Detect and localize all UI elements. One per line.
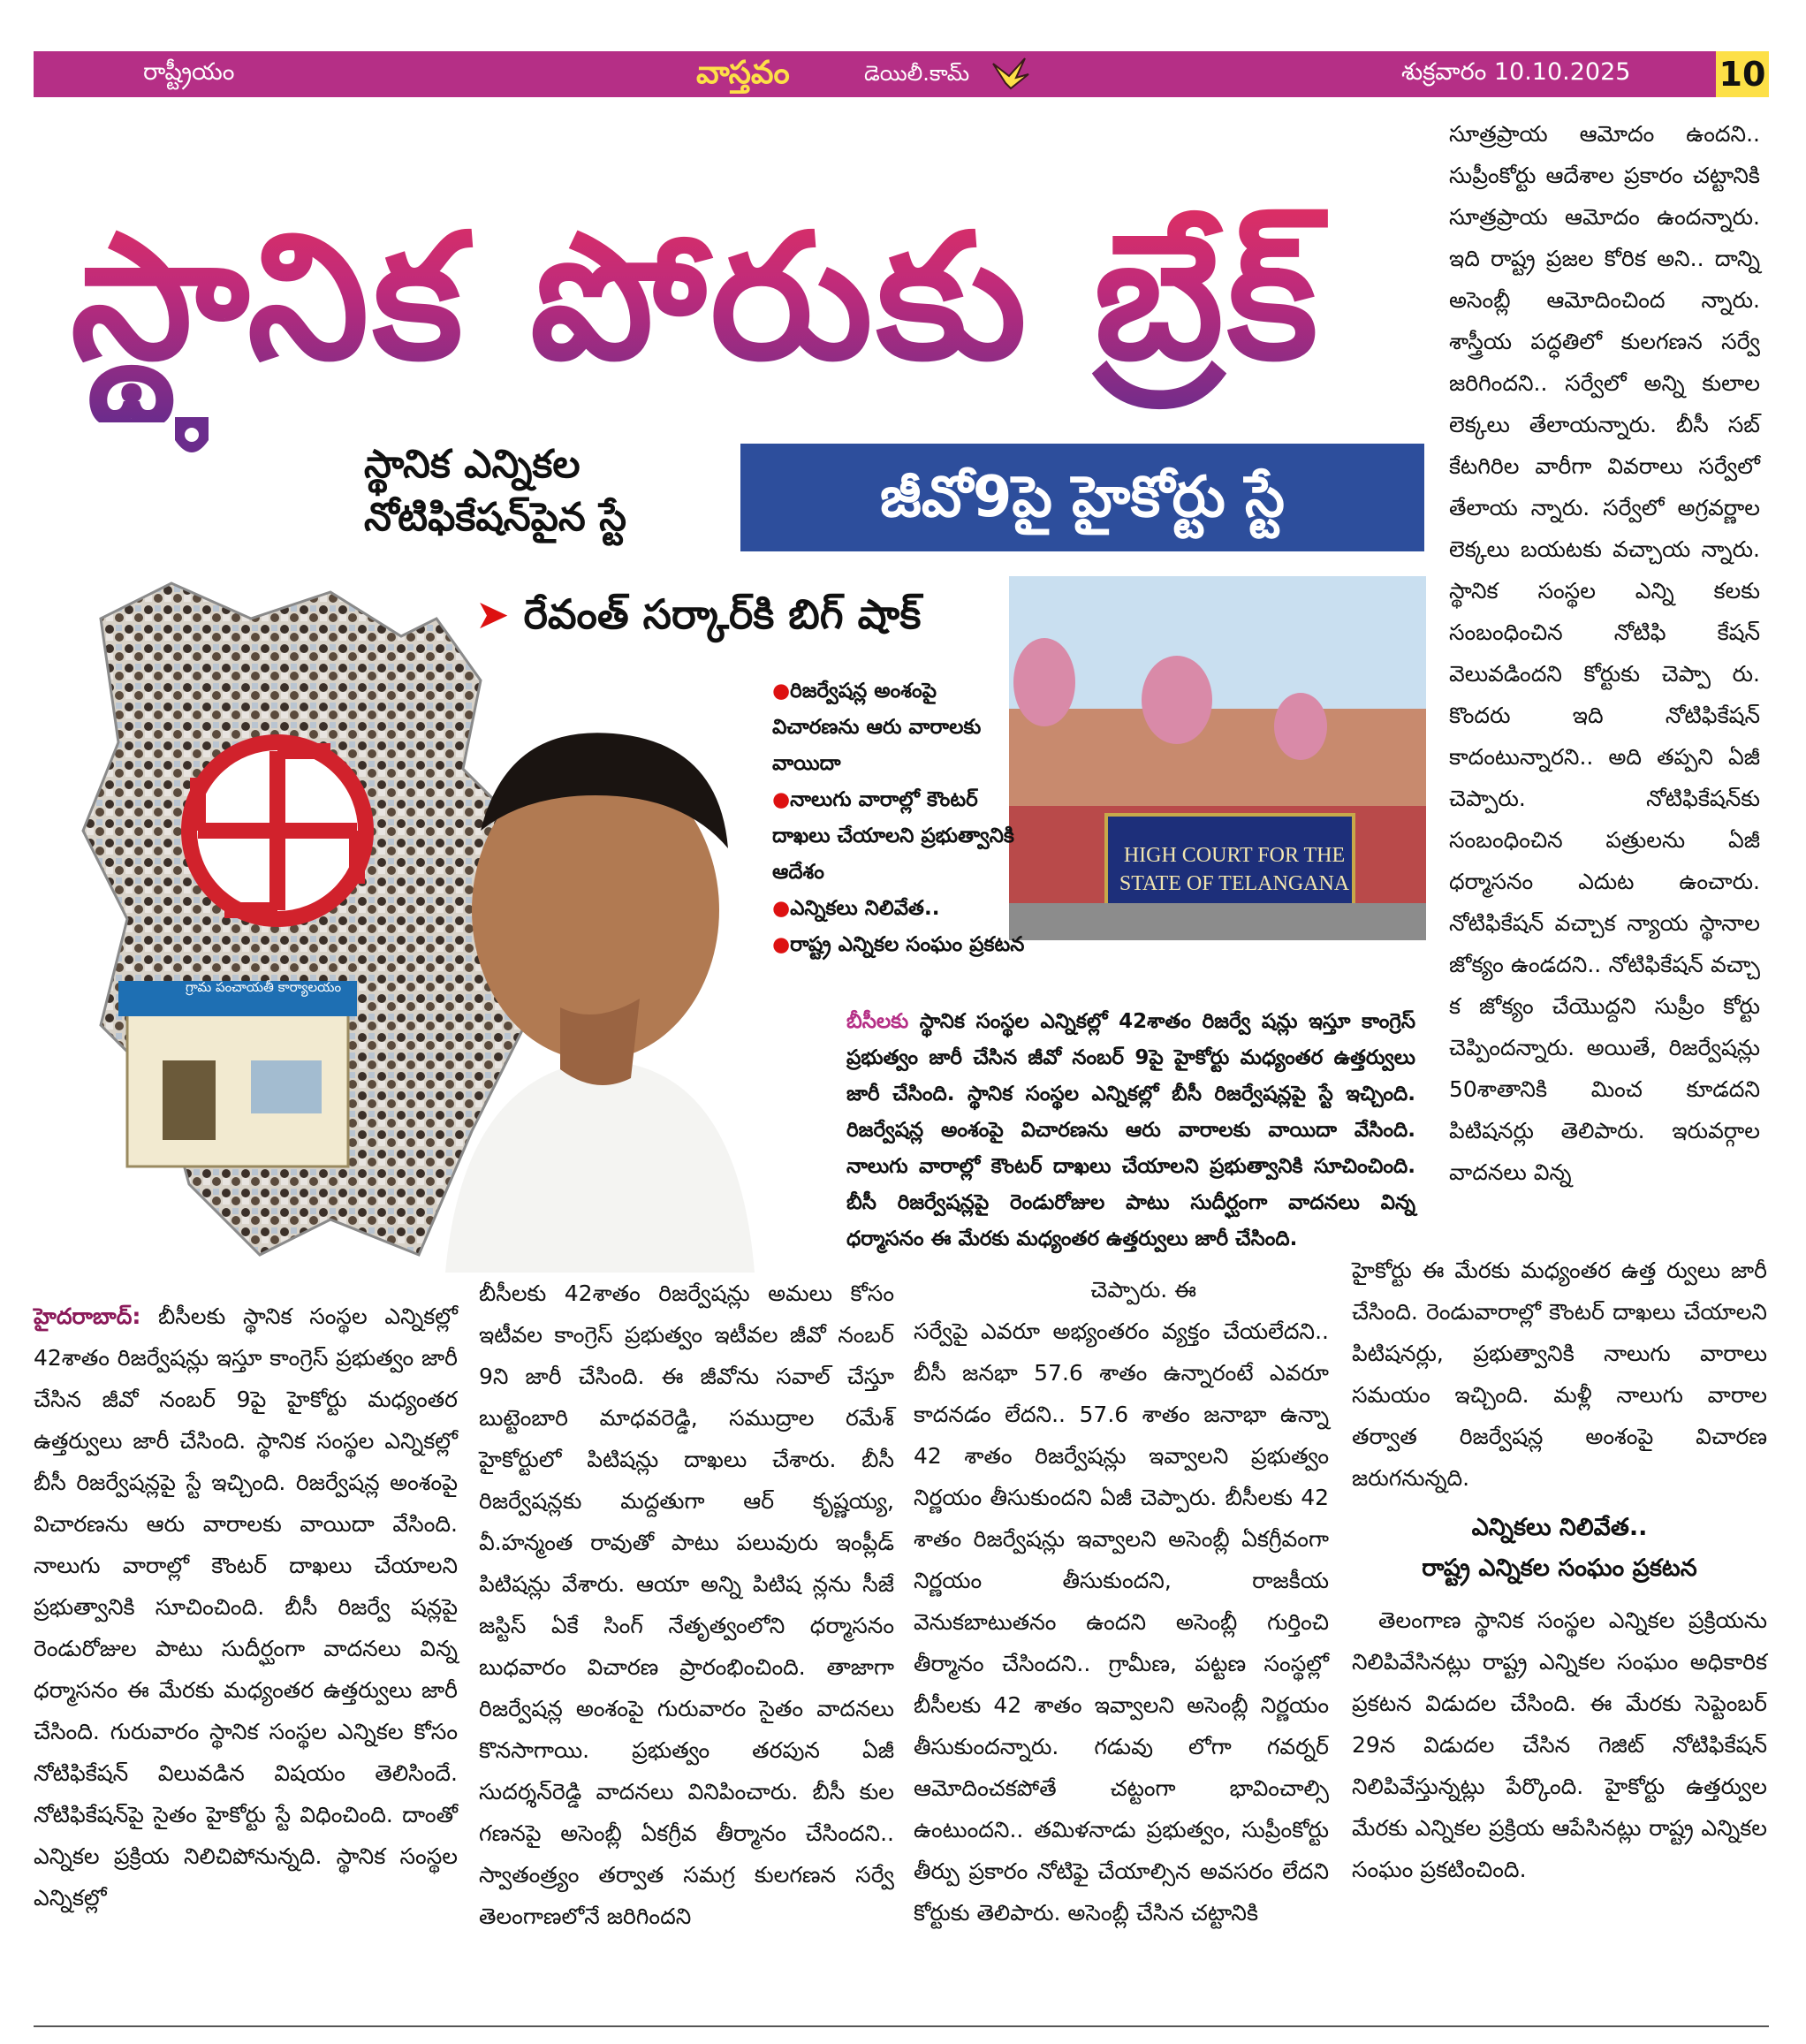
bird-logo-icon <box>990 57 1030 92</box>
tagline-text: రేవంత్ సర్కార్‌కి బిగ్ షాక్ <box>523 590 922 638</box>
court-sign-text: HIGH COURT FOR THE STATE OF TELANGANA <box>1119 844 1350 895</box>
key-points-list <box>772 673 1028 963</box>
main-headline: స్థానిక పోరుకు బ్రేక్ <box>71 173 1405 422</box>
page-number: 10 <box>1716 51 1769 97</box>
column-1: హైదరాబాద్: బీసీలకు స్థానిక సంస్థల ఎన్నికల్లో 42శాతం రిజర్వేషన్లు ఇస్తూ కాంగ్రెస్ ప్రభుత్వం జారీ చేసిన జీవో నంబర్ 9పై హైకోర్టు మధ్యంతర ఉత్తర్వులు జారీ చేసింది. స్థానిక సంస్థల ఎన్నికల్లో బీసీ రిజర్వేషన్లపై స్టే ఇచ్చింది. రిజర్వేషన్ల అంశంపై విచారణను ఆరు వారాలకు వాయిదా వేసింది. నాలుగు వారాల్లో కౌంటర్ దాఖలు చేయాలని ప్రభుత్వానికి సూచించింది. బీసీ రిజర్వే షన్లపై రెండురోజుల పాటు సుదీర్ఘంగా వాదనలు విన్న ధర్మాసనం ఈ మేరకు మధ్యంతర ఉత్తర్వులు జారీ చేసింది. గురువారం స్థానిక సంస్థల ఎన్నికల కోసం నోటిఫికేషన్ విలువడిన విషయం తెలిసిందే. నోటిఫికేషన్‌పై సైతం హైకోర్టు స్టే విధించింది. దాంతో ఎన్నికల ప్రక్రియ నిలిచిపోనున్నది. స్థానిక సంస్థల ఎన్నికల్లో <box>34 1303 458 1911</box>
site-name: డెయిలీ.కామ్ <box>864 61 970 86</box>
column-4 <box>1352 1250 1767 1890</box>
bullet-dot-icon: ● <box>772 680 791 703</box>
summary-paragraph: బీసీలకు స్థానిక సంస్థల ఎన్నికల్లో 42శాతం రిజర్వే షన్లు ఇస్తూ కాంగ్రెస్ ప్రభుత్వం జారీ చేసిన జీవో నంబర్ 9పై హైకోర్టు మధ్యంతర ఉత్తర్వులు జారీ చేసింది. స్థానిక సంస్థల ఎన్నికల్లో బీసీ రిజర్వేషన్లపై స్టే ఇచ్చింది. రిజర్వేషన్ల అంశంపై విచారణను ఆరు వారాలకు వాయిదా వేసింది. నాలుగు వారాల్లో కౌంటర్ దాఖలు చేయాలని ప్రభుత్వానికి సూచించింది. బీసీ రిజర్వేషన్లపై రెండురోజుల పాటు సుదీర్ఘంగా వాదనలు విన్న ధర్మాసనం ఈ మేరకు మధ్యంతర ఉత్తర్వులు జారీ చేసింది. <box>846 1010 1415 1250</box>
subhead-right-banner: జీవో9పై హైకోర్టు స్టే <box>740 444 1424 551</box>
column-4-body: హైకోర్టు ఈ మేరకు మధ్యంతర ఉత్త ర్వులు జారీ చేసింది. రెండువారాల్లో కౌంటర్ దాఖలు చేయాలని పిటిషనర్లు, ప్రభుత్వానికి నాలుగు వారాలు సమయం ఇచ్చింది. మళ్లీ నాలుగు వారాల తర్వాత రిజర్వేషన్ల అంశంపై విచారణ జరుగనున్నది. <box>1352 1258 1767 1491</box>
building-sign: గ్రామ పంచాయతీ కార్యాలయం <box>186 979 342 995</box>
list-item: ●రిజర్వేషన్ల అంశంపై విచారణను ఆరు వారాలకు వాయిదా <box>772 680 982 775</box>
column-3-body: సర్వేపై ఎవరూ అభ్యంతరం వ్యక్తం చేయలేదని.. బీసీ జనభా 57.6 శాతం ఉన్నారంటే ఎవరూ కాదనడం లేదని.. 57.6 శాతం జనాభా ఉన్నా 42 శాతం రిజర్వేషన్లు ఇవ్వాలని ప్రభుత్వం నిర్ణయం తీసుకుందని ఏజీ చెప్పారు. బీసీలకు 42 శాతం రిజర్వేషన్లు ఇవ్వాలని అసెంబ్లీ ఏకగ్రీవంగా నిర్ణయం తీసుకుందని, రాజకీయ వెనుకబాటుతనం ఉందని అసెంబ్లీ గుర్తించి తీర్మానం చేసిందని.. గ్రామీణ, పట్టణ సంస్థల్లో బీసీలకు 42 శాతం ఇవ్వాలని అసెంబ్లీ నిర్ణయం తీసుకుందన్నారు. గడువు లోగా గవర్నర్ ఆమోదించకపోతే చట్టంగా భావించాల్సి ఉంటుందని.. తమిళనాడు ప్రభుత్వం, సుప్రీంకోర్టు తీర్పు ప్రకారం నోటిఫై చేయాల్సిన అవసరం లేదని కోర్టుకు తెలిపారు. అసెంబ్లీ చేసిన చట్టానికి <box>914 1318 1329 1926</box>
column-3 <box>914 1269 1329 1934</box>
list-item: ●నాలుగు వారాల్లో కౌంటర్ దాఖలు చేయాలని ప్రభుత్వానికి ఆదేశం <box>772 788 1014 884</box>
arrow-icon: ➤ <box>475 590 510 638</box>
dateline: హైదరాబాద్: <box>34 1303 141 1329</box>
bullet-dot-icon: ● <box>772 897 791 920</box>
masthead <box>34 51 1766 97</box>
column-3-continuation: చెప్పారు. ఈ <box>1090 1277 1196 1303</box>
section-subheading: ఎన్నికలు నిలివేత.. రాష్ట్ర ఎన్నికల సంఘం ప్రకటన <box>1422 1514 1697 1582</box>
bullet-dot-icon: ● <box>772 933 791 956</box>
list-item: ●ఎన్నికలు నిలివేత.. <box>772 897 940 920</box>
column-4-body-b: తెలంగాణ స్థానిక సంస్థల ఎన్నికల ప్రక్రియను నిలిపివేసినట్లు రాష్ట్ర ఎన్నికల సంఘం అధికారిక ప్రకటన విడుదల చేసింది. ఈ మేరకు సెప్టెంబర్ 29న విడుదల చేసిన గెజిట్ నోటిఫికేషన్ నిలిపివేస్తున్నట్లు పేర్కొంది. హైకోర్టు ఉత్తర్వుల మేరకు ఎన్నికల ప్రక్రియ ఆపేసినట్లు రాష్ట్ర ఎన్నికల సంఘం ప్రకటించింది. <box>1352 1607 1767 1882</box>
issue-date: శుక్రవారం 10.10.2025 <box>1401 58 1631 86</box>
brand-logo: వాస్తవం <box>696 55 790 91</box>
right-column-text: సూత్రప్రాయ ఆమోదం ఉందని.. సుప్రీంకోర్టు ఆదేశాల ప్రకారం చట్టానికి సూత్రప్రాయ ఆమోదం ఉందన్నారు. ఇది రాష్ట్ర ప్రజల కోరిక అని.. దాన్ని అసెంబ్లీ ఆమోదించింద న్నారు. శాస్త్రీయ పద్ధతిలో కులగణన సర్వే జరిగిందని.. సర్వేలో అన్ని కులాల లెక్కలు తేలాయన్నారు. బీసీ సబ్ కేటగిరిల వారీగా వివరాలు సర్వేలో తేలాయ న్నారు. సర్వేలో అగ్రవర్ణాల లెక్కలు బయటకు వచ్చాయ న్నారు. స్థానిక సంస్థల ఎన్ని కలకు సంబంధించిన నోటిఫి కేషన్ వెలువడిందని కోర్టుకు చెప్పా రు. కొందరు ఇది నోటిఫికేషన్ కాదంటున్నారని.. అది తప్పని ఏజీ చెప్పారు. నోటిఫికేషన్‌కు సంబంధించిన పత్రులను ఏజీ ధర్మాసనం ఎదుట ఉంచారు. నోటిఫికేషన్ వచ్చాక న్యాయ స్థానాల జోక్యం ఉండదని.. నోటిఫికేషన్ వచ్చా క జోక్యం చేయొద్దని సుప్రీం కోర్టు చెప్పిందన్నారు. అయితే, రిజర్వేషన్లు 50శాతానికి మించ కూడదని పిటిషనర్లు తెలిపారు. ఇరువర్గాల వాదనలు విన్న <box>1449 121 1760 1185</box>
telangana-map-crowd-image <box>65 566 755 1273</box>
footer-rule <box>34 2025 1769 2027</box>
list-item: ●రాష్ట్ర ఎన్నికల సంఘం ప్రకటన <box>772 933 1025 956</box>
column-2: బీసీలకు 42శాతం రిజర్వేషన్లు అమలు కోసం ఇటీవల కాంగ్రెస్ ప్రభుత్వం ఇటీవల జీవో నంబర్ 9ని జారీ చేసింది. ఈ జీవోను సవాల్ చేస్తూ బుట్టెంబారి మాధవరెడ్డి, సముద్రాల రమేశ్ హైకోర్టులో పిటిషన్లు దాఖలు చేశారు. బీసీ రిజర్వేషన్లకు మద్దతుగా ఆర్ కృష్ణయ్య, వీ.హన్మంత రావుతో పాటు పలువురు ఇంప్లీడ్ పిటిషన్లు వేశారు. ఆయా అన్ని పిటిష న్లను సీజే జస్టిస్ ఏకే సింగ్ నేతృత్వంలోని ధర్మాసనం బుధవారం విచారణ ప్రారంభించింది. తాజాగా రిజర్వేషన్ల అంశంపై గురువారం సైతం వాదనలు కొనసాగాయి. ప్రభుత్వం తరపున ఏజీ సుదర్శన్‌రెడ్డి వాదనలు వినిపించారు. బీసీ కుల గణనపై అసెంబ్లీ ఏకగ్రీవ తీర్మానం చేసిందని.. స్వాతంత్ర్యం తర్వాత సమగ్ర కులగణన సర్వే తెలంగాణలోనే జరిగిందని <box>479 1280 894 1929</box>
bullet-dot-icon: ● <box>772 788 791 811</box>
subhead-left: స్థానిక ఎన్నికల నోటిఫికేషన్‌పైన స్టే <box>364 442 627 540</box>
section-label: రాష్ట్రీయం <box>143 58 235 86</box>
headline-accent-icon <box>170 414 214 467</box>
